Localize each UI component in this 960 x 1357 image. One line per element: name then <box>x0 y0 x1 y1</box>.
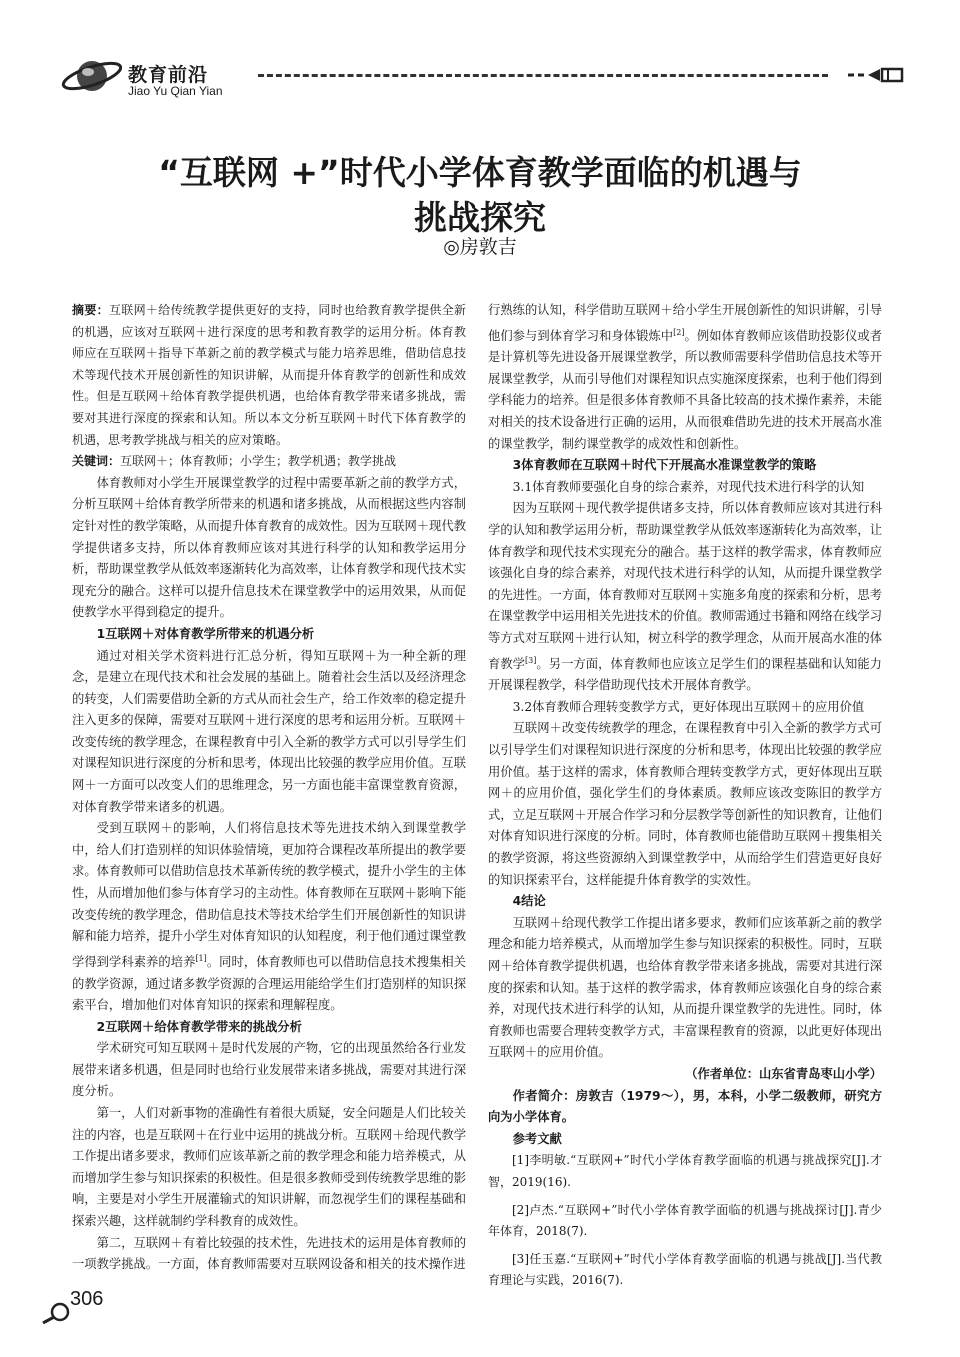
section-1-paragraph-1: 通过对相关学术资料进行汇总分析，得知互联网＋为一种全新的理念，是建立在现代技术和社会发展的基础上。随着社会生活以及经济理念的转变，人们需要借助全新的方式从而社会生产，给工作效率的稳定提升注入更多的保障，需要对互联网＋进行深度的思考和运用分析。互联网＋改变传统的教学理念，在课程教育中引入全新的教学方式可以引导学生们对课程知识进行深度的分析和思考，体现出比较强的教学应用价值。互联网＋一方面可以改变人们的思维理念，另一方面也能丰富课堂教育资源，对体育教学带来诸多的机遇。 <box>72 648 466 814</box>
citation-ref[interactable]: [1] <box>195 953 207 963</box>
paragraph-text: 行熟练的认知，科学借助互联网＋给小学生开展创新性的知识讲解，引导他们参与到体育学习和身体锻炼中 <box>488 303 882 343</box>
article-title <box>70 150 890 240</box>
paragraph-text: 。例如体育教师应该借助投影仪或者是计算机等先进设备开展课堂教学，所以教师需要科学借助信息技术等开展课堂教学，从而引导他们对课程知识点实施深度探索，也利于他们得到学科能力的培养。但是很多体育教师不具备比较高的技术操作素养，未能对相关的技术设备进行正确的运用，从而很难借助先进的技术开展高水准的课堂教学，制约课堂教学的成效性和创新性。 <box>488 328 882 451</box>
citation-ref[interactable]: [3] <box>525 655 537 665</box>
author-line: ◎房敦吉 <box>443 236 517 258</box>
page-header <box>58 52 902 106</box>
continued-paragraph <box>488 300 882 455</box>
abstract-block <box>72 300 466 473</box>
title-line-2: 挑战探究 <box>414 198 546 237</box>
paragraph-text: 。同时，体育教师也可以借助信息技术搜集相关的教学资源，通过诸多教学资源的合理运用能给学生们打造别样的知识探索平台，增加他们对体育知识的探索和理解程度。 <box>72 954 466 1013</box>
magnifier-icon <box>40 1300 74 1324</box>
author-affiliation: （作者单位：山东省青岛枣山小学） <box>685 1066 882 1081</box>
title-line-1: “互联网 +”时代小学体育教学面临的机遇与 <box>158 153 802 192</box>
section-1-heading: 1互联网＋对体育教学所带来的机遇分析 <box>96 626 315 641</box>
section-3-paragraph-2: 互联网＋改变传统教学的理念，在课程教育中引入全新的教学方式可以引导学生们对课程知识进行深度的分析和思考，体现出比较强的教学应用价值。基于这样的需求，体育教师合理转变教学方式，更好体现出互联网＋的应用价值，强化学生们的身体素质。教师应该改变陈旧的教学方式，立足互联网＋开展合作学习和分层教学等创新性的知识教育，让他们对体育知识进行深度的分析。同时，体育教师也能借助互联网＋搜集相关的教学资源，将这些资源纳入到课堂教学中，从而给学生们营造更好良好的知识探索平台，这样能提升体育教学的实效性。 <box>488 721 882 887</box>
journal-name-en: Jiao Yu Qian Yian <box>128 84 223 98</box>
abstract <box>72 300 466 451</box>
citation-ref[interactable]: [2] <box>673 327 685 337</box>
references-heading: 参考文献 <box>512 1131 562 1146</box>
paragraph-text: 受到互联网＋的影响，人们将信息技术等先进技术纳入到课堂教学中，给人们打造别样的知识体验情境，更加符合课程改革所提出的教学要求。体育教师可以借助信息技术革新传统的教学模式，提升小学生的主体性，从而增加他们参与体育学习的主动性。体育教师在互联网＋影响下能改变传统的教学理念，借助信息技术等技术给学生们开展创新性的知识讲解和能力培养，提升小学生对体育知识的认知程度，利于他们通过课堂教学得到学科素养的培养 <box>72 821 466 969</box>
section-3-heading: 3体育教师在互联网＋时代下开展高水准课堂教学的策略 <box>512 458 817 473</box>
pencil-icon <box>848 66 908 84</box>
author-bio: 作者简介：房敦吉（1979～），男，本科，小学二级教师，研究方向为小学体育。 <box>488 1088 882 1125</box>
header-dash-rule <box>258 74 828 77</box>
paragraph-text: 。另一方面，体育教师也应该立足学生们的课程基础和认知能力开展课程教学，科学借助现代技术开展体育教学。 <box>488 656 882 693</box>
section-2-paragraph-3: 第二，互联网＋有着比较强的技术性，先进技术的运用是体育教师的一项教学挑战。一方面，体育教师需要对互联网设备和相关的技术操作进 <box>72 1235 466 1272</box>
page-number: 306 <box>70 1288 104 1310</box>
page-footer <box>40 1288 160 1328</box>
journal-name-cn: 教育前沿 <box>128 64 209 86</box>
section-3-paragraph-1 <box>488 498 882 696</box>
keywords <box>72 451 466 473</box>
keywords-label: 关键词： <box>72 454 121 469</box>
reference-item: [1]李明敏.“互联网+”时代小学体育教学面临的机遇与挑战探究[J].才智，2019(16). <box>488 1153 882 1189</box>
keywords-text: 互联网＋；体育教师；小学生；教学机遇；教学挑战 <box>120 454 397 469</box>
section-2-heading: 2互联网＋给体育教学带来的挑战分析 <box>96 1019 302 1034</box>
section-4-heading: 4结论 <box>512 894 546 909</box>
journal-logo-icon <box>58 52 122 98</box>
abstract-label: 摘要： <box>72 303 109 317</box>
paragraph-text: 因为互联网＋现代教学提供诸多支持，所以体育教师应该对其进行科学的认知和教学运用分析，帮助课堂教学从低效率逐渐转化为高效率，让体育教学和现代技术实现充分的融合。基于这样的教学需求，体育教师应该强化自身的综合素养，对现代技术进行科学的认知，从而提升课堂教学的先进性。一方面，体育教师对互联网＋实施多角度的探索和分析，思考在课堂教学中运用相关先进技术的价值。教师需通过书籍和网络在线学习等方式对互联网＋进行认知，树立科学的教学理念，从而开展高水准的体育教学 <box>488 501 882 671</box>
intro-paragraph: 体育教师对小学生开展课堂教学的过程中需要革新之前的教学方式，分析互联网＋给体育教学所带来的机遇和诸多挑战，从而根据这些内容制定针对性的教学策略，从而提升体育教育的成效性。因为互联网＋现代教学提供诸多支持，所以体育教师应该对其进行科学的认知和教学运用分析，帮助课堂教学从低效率逐渐转化为高效率，让体育教学和现代技术实现充分的融合。这样可以提升信息技术在课堂教学中的运用效果，从而促使教学水平得到稳定的提升。 <box>72 475 466 620</box>
section-1-paragraph-2 <box>72 818 466 1016</box>
subsection-3-1-heading: 3.1体育教师要强化自身的综合素养，对现代技术进行科学的认知 <box>512 479 865 494</box>
subsection-3-2-heading: 3.2体育教师合理转变教学方式，更好体现出互联网＋的应用价值 <box>512 699 865 714</box>
right-column <box>488 300 882 1298</box>
left-column <box>72 300 466 1276</box>
section-2-paragraph-2: 第一，人们对新事物的准确性有着很大质疑，安全问题是人们比较关注的内容，也是互联网＋在行业中运用的挑战分析。互联网＋给现代教学工作提出诸多要求，教师们应该革新之前的教学理念和能力培养模式，从而增加学生参与知识探索的积极性。但是很多教师受到传统教学思维的影响，主要是对小学生开展灌输式的知识讲解，而忽视学生们的课程基础和探索兴趣，这样就制约学科教育的成效性。 <box>72 1106 466 1229</box>
conclusion-paragraph: 互联网＋给现代教学工作提出诸多要求，教师们应该革新之前的教学理念和能力培养模式，从而增加学生参与知识探索的积极性。同时，互联网＋给体育教学提供机遇，也给体育教学带来诸多挑战，需要对其进行深度的探索和认知。基于这样的教学需求，体育教师应该强化自身的综合素养，对现代技术进行科学的认知，从而提升课堂教学的先进性。同时，体育教师也需要合理转变教学方式，丰富课程教育的资源，以此更好体现出互联网＋的应用价值。 <box>488 915 882 1060</box>
section-2-paragraph-1: 学术研究可知互联网＋是时代发展的产物，它的出现虽然给各行业发展带来诸多机遇，但是同时也给行业发展带来诸多挑战，需要对其进行深度分析。 <box>72 1041 466 1099</box>
abstract-text: 互联网＋给传统教学提供更好的支持，同时也给教育教学提供全新的机遇，应该对互联网＋进行深度的思考和教育教学的运用分析。体育教师应在互联网＋指导下革新之前的教学模式与能力培养思维，借助信息技术等现代技术开展创新性的知识讲解，从而提升体育教学的创新性和成效性。但是互联网＋给体育教学提供机遇，也给体育教学带来诸多挑战，需要对其进行深度的探索和认知。所以本文分析互联网＋时代下体育教学的机遇，思考教学挑战与相关的应对策略。 <box>72 303 466 447</box>
reference-item: [2]卢杰.“互联网+”时代小学体育教学面临的机遇与挑战探讨[J].青少年体育，2018(7). <box>488 1202 882 1239</box>
reference-item: [3]任玉嘉.“互联网+”时代小学体育教学面临的机遇与挑战[J].当代教育理论与实践，2016(7). <box>488 1251 882 1288</box>
